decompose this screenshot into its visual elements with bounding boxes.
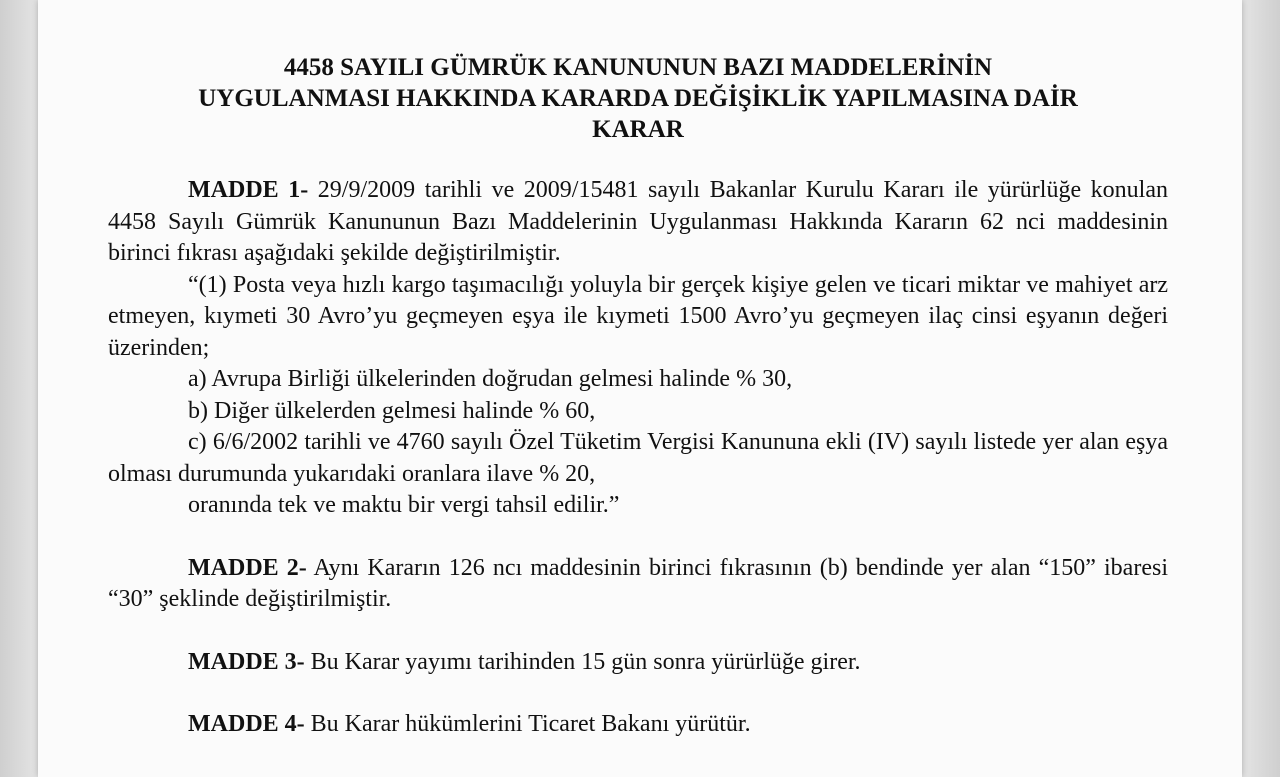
madde-1-item-a: a) Avrupa Birliği ülkelerinden doğrudan gelmesi halinde % 30,	[188, 366, 793, 392]
background-right-edge	[1242, 0, 1280, 777]
madde-1-text: 29/9/2009 tarihli ve 2009/15481 sayılı Bakanlar Kurulu Kararı ile yürürlüğe konulan 4458 Sayılı Gümrük Kanununun Bazı Maddelerinin Uygulanması Hakkında Kararın 62 nci maddesinin birinci fıkrası aşağıdaki şekilde değiştirilmiştir.	[108, 177, 1168, 266]
madde-4-paragraph	[108, 709, 1168, 741]
document-title	[108, 52, 1168, 145]
madde-1-item-b: b) Diğer ülkelerden gelmesi halinde % 60,	[188, 397, 596, 424]
document-body	[108, 52, 1168, 741]
spacer	[108, 616, 1168, 647]
title-line-3: KARAR	[592, 116, 684, 143]
background-left-edge	[0, 0, 38, 777]
madde-1-item-c: c) 6/6/2002 tarihli ve 4760 sayılı Özel Tüketim Vergisi Kanununa ekli (IV) sayılı listede yer alan eşya olması durumunda yukarıdaki oranlara ilave % 20,	[108, 429, 1168, 487]
title-line-1: 4458 SAYILI GÜMRÜK KANUNUNUN BAZI MADDELERİNİN	[283, 54, 993, 81]
madde-3-text: Bu Karar yayımı tarihinden 15 gün sonra yürürlüğe girer.	[304, 648, 861, 675]
madde-4-text: Bu Karar hükümlerini Ticaret Bakanı yürütür.	[304, 711, 751, 737]
madde-3-paragraph	[108, 647, 1168, 679]
spacer	[108, 522, 1168, 553]
madde-2-label: MADDE 2-	[188, 554, 307, 581]
madde-1-closing: oranında tek ve maktu bir vergi tahsil edilir.”	[188, 492, 620, 518]
title-line-2: UYGULANMASI HAKKINDA KARARDA DEĞİŞİKLİK YAPILMASINA DAİR	[198, 85, 1078, 112]
madde-1-label: MADDE 1-	[188, 177, 309, 203]
madde-2-paragraph	[108, 553, 1168, 616]
madde-3-label: MADDE 3-	[188, 648, 305, 675]
madde-1-paragraph	[108, 175, 1168, 270]
document-page	[38, 0, 1242, 777]
spacer	[108, 678, 1168, 709]
madde-2-text: Aynı Kararın 126 ncı maddesinin birinci fıkrasının (b) bendinde yer alan “150” ibaresi “30” şeklinde değiştirilmiştir.	[108, 554, 1168, 612]
madde-1-quote-intro: “(1) Posta veya hızlı kargo taşımacılığı yoluyla bir gerçek kişiye gelen ve ticari miktar ve mahiyet arz etmeyen, kıymeti 30 Avro’yu geçmeyen eşya ile kıymeti 1500 Avro’yu geçmeyen ilaç cinsi eşyanın değeri üzerinden;	[108, 271, 1168, 361]
madde-4-label: MADDE 4-	[188, 711, 305, 737]
